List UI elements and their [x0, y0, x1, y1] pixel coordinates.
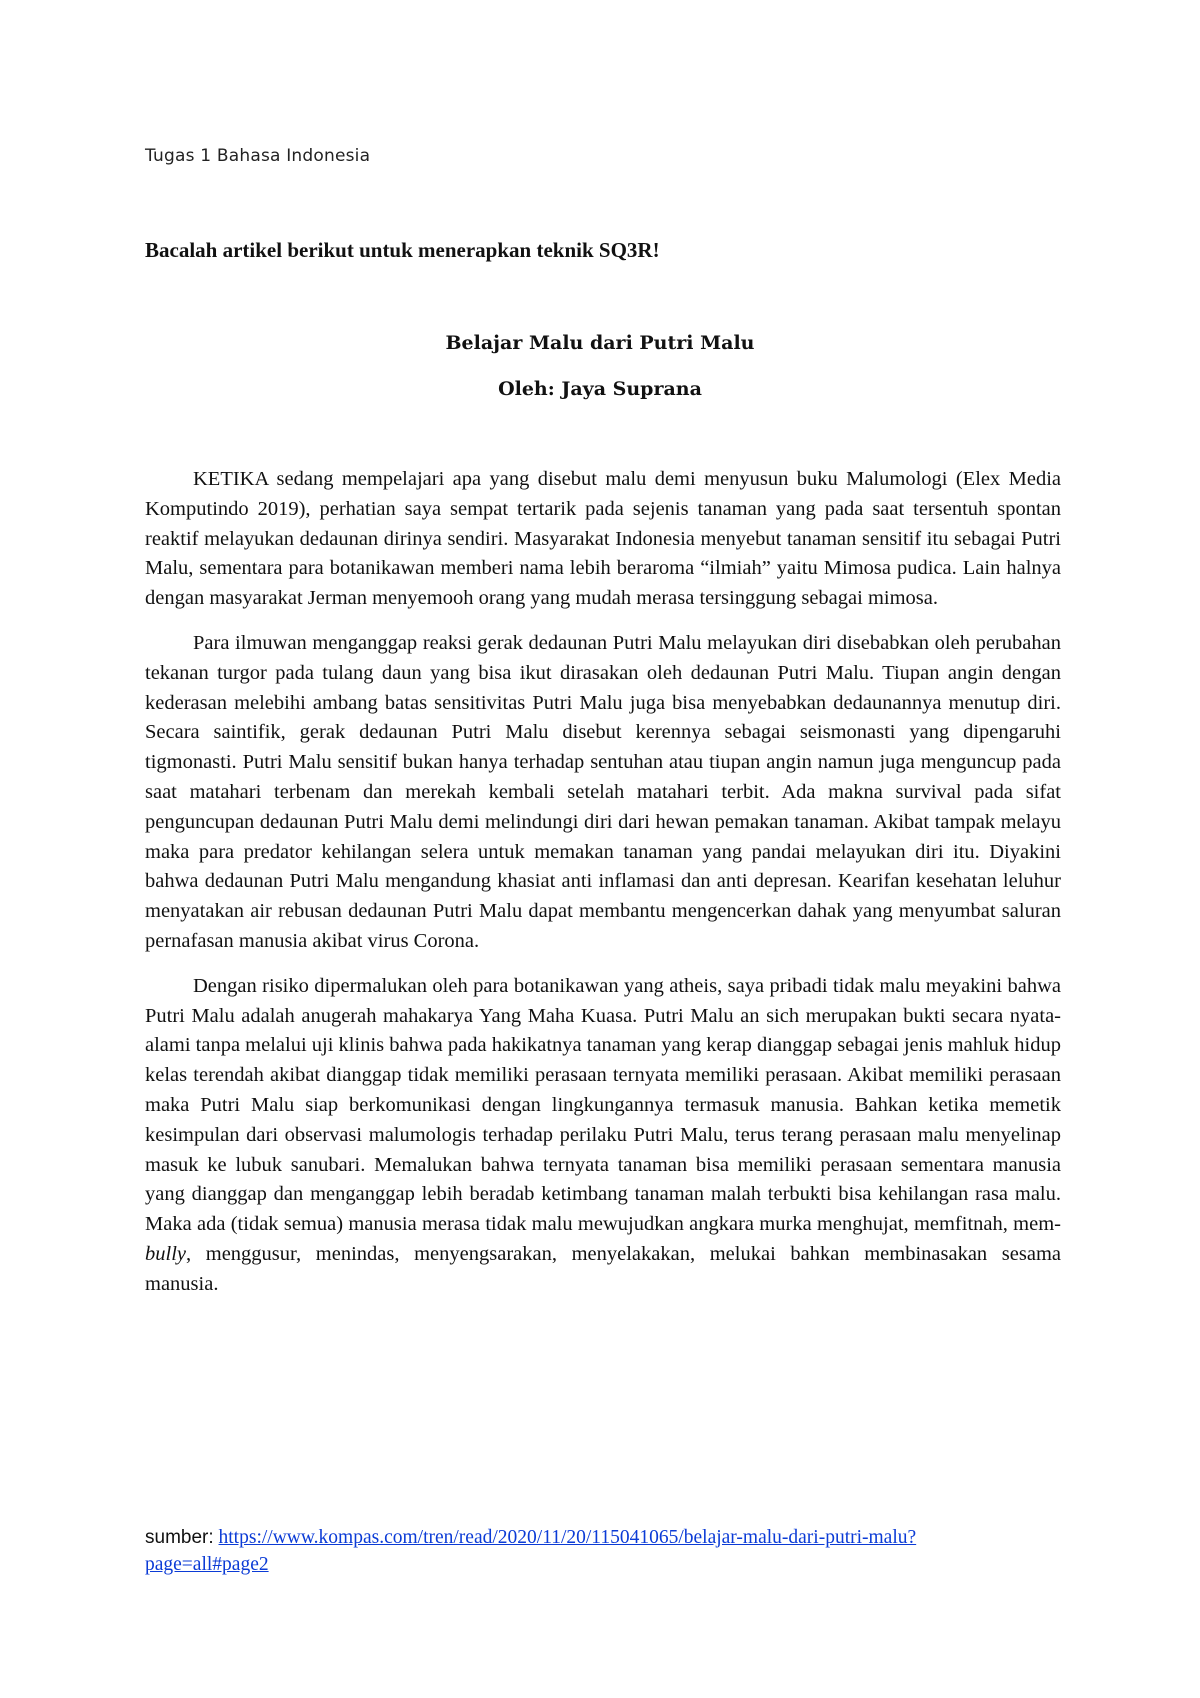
paragraph-1: KETIKA sedang mempelajari apa yang disebut malu demi menyusun buku Malumologi (Elex Media Komputindo 2019), perhatian saya sempat tertarik pada sejenis tanaman yang pada saat tersentuh spontan reaktif melayukan dedaunan dirinya sendiri. Masyarakat Indonesia menyebut tanaman sensitif itu sebagai Putri Malu, sementara para botanikawan memberi nama lebih beraroma “ilmiah” yaitu Mimosa pudica. Lain halnya dengan masyarakat Jerman menyemooh orang yang mudah merasa tersinggung sebagai mimosa. [145, 468, 1061, 610]
source-label: sumber: [145, 1527, 214, 1548]
paragraph-3 [145, 972, 1061, 1300]
paragraph-3-text-start: Dengan risiko dipermalukan oleh para botanikawan yang atheis, saya pribadi tidak malu meyakini bahwa Putri Malu adalah anugerah mahakarya Yang Maha Kuasa. Putri Malu an sich merupakan bukti secara nyata-alami tanpa melalui uji klinis bahwa pada hakikatnya tanaman yang kerap dianggap sebagai jenis mahluk hidup kelas terendah akibat dianggap tidak memiliki perasaan ternyata memiliki perasaan. Akibat memiliki perasaan maka Putri Malu siap berkomunikasi dengan lingkungannya termasuk manusia. Bahkan ketika memetik kesimpulan dari observasi malumologis terhadap perilaku Putri Malu, terus terang perasaan malu menyelinap masuk ke lubuk sanubari. Memalukan bahwa ternyata tanaman bisa memiliki perasaan sementara manusia yang dianggap dan menganggap lebih beradab ketimbang tanaman malah terbukti bisa kehilangan rasa malu. Maka ada (tidak semua) manusia merasa tidak malu mewujudkan angkara murka menghujat, memfitnah, mem- [145, 974, 1061, 1236]
article-body [145, 465, 1061, 1315]
article-author: Oleh: Jaya Suprana [498, 378, 702, 400]
assignment-label: Tugas 1 Bahasa Indonesia [145, 146, 371, 166]
paragraph-3-italic-word: bully [145, 1242, 186, 1265]
source-link[interactable]: https://www.kompas.com/tren/read/2020/11/20/115041065/belajar-malu-dari-putri-malu?page=all#page2 [145, 1527, 917, 1575]
source-citation [145, 1524, 945, 1578]
paragraph-3-text-end: , menggusur, menindas, menyengsarakan, menyelakakan, melukai bahkan membinasakan sesama manusia. [145, 1242, 1061, 1295]
article-title: Belajar Malu dari Putri Malu [445, 332, 755, 354]
paragraph-2: Para ilmuwan menganggap reaksi gerak dedaunan Putri Malu melayukan diri disebabkan oleh perubahan tekanan turgor pada tulang daun yang bisa ikut dirasakan oleh dedaunan Putri Malu. Tiupan angin dengan kederasan melebihi ambang batas sensitivitas Putri Malu juga bisa menyebabkan dedaunannya menutup diri. Secara saintifik, gerak dedaunan Putri Malu disebut kerennya sebagai seismonasti yang dipengaruhi tigmonasti. Putri Malu sensitif bukan hanya terhadap sentuhan atau tiupan angin namun juga menguncup pada saat matahari terbenam dan merekah kembali setelah matahari terbit. Ada makna survival pada sifat penguncupan dedaunan Putri Malu demi melindungi diri dari hewan pemakan tanaman. Akibat tampak melayu maka para predator kehilangan selera untuk memakan tanaman yang pandai melayukan diri itu. Diyakini bahwa dedaunan Putri Malu mengandung khasiat anti inflamasi dan anti depresan. Kearifan kesehatan leluhur menyatakan air rebusan dedaunan Putri Malu dapat membantu mengencerkan dahak yang menyumbat saluran pernafasan manusia akibat virus Corona. [145, 631, 1061, 952]
instruction-heading: Bacalah artikel berikut untuk menerapkan teknik SQ3R! [145, 238, 660, 262]
